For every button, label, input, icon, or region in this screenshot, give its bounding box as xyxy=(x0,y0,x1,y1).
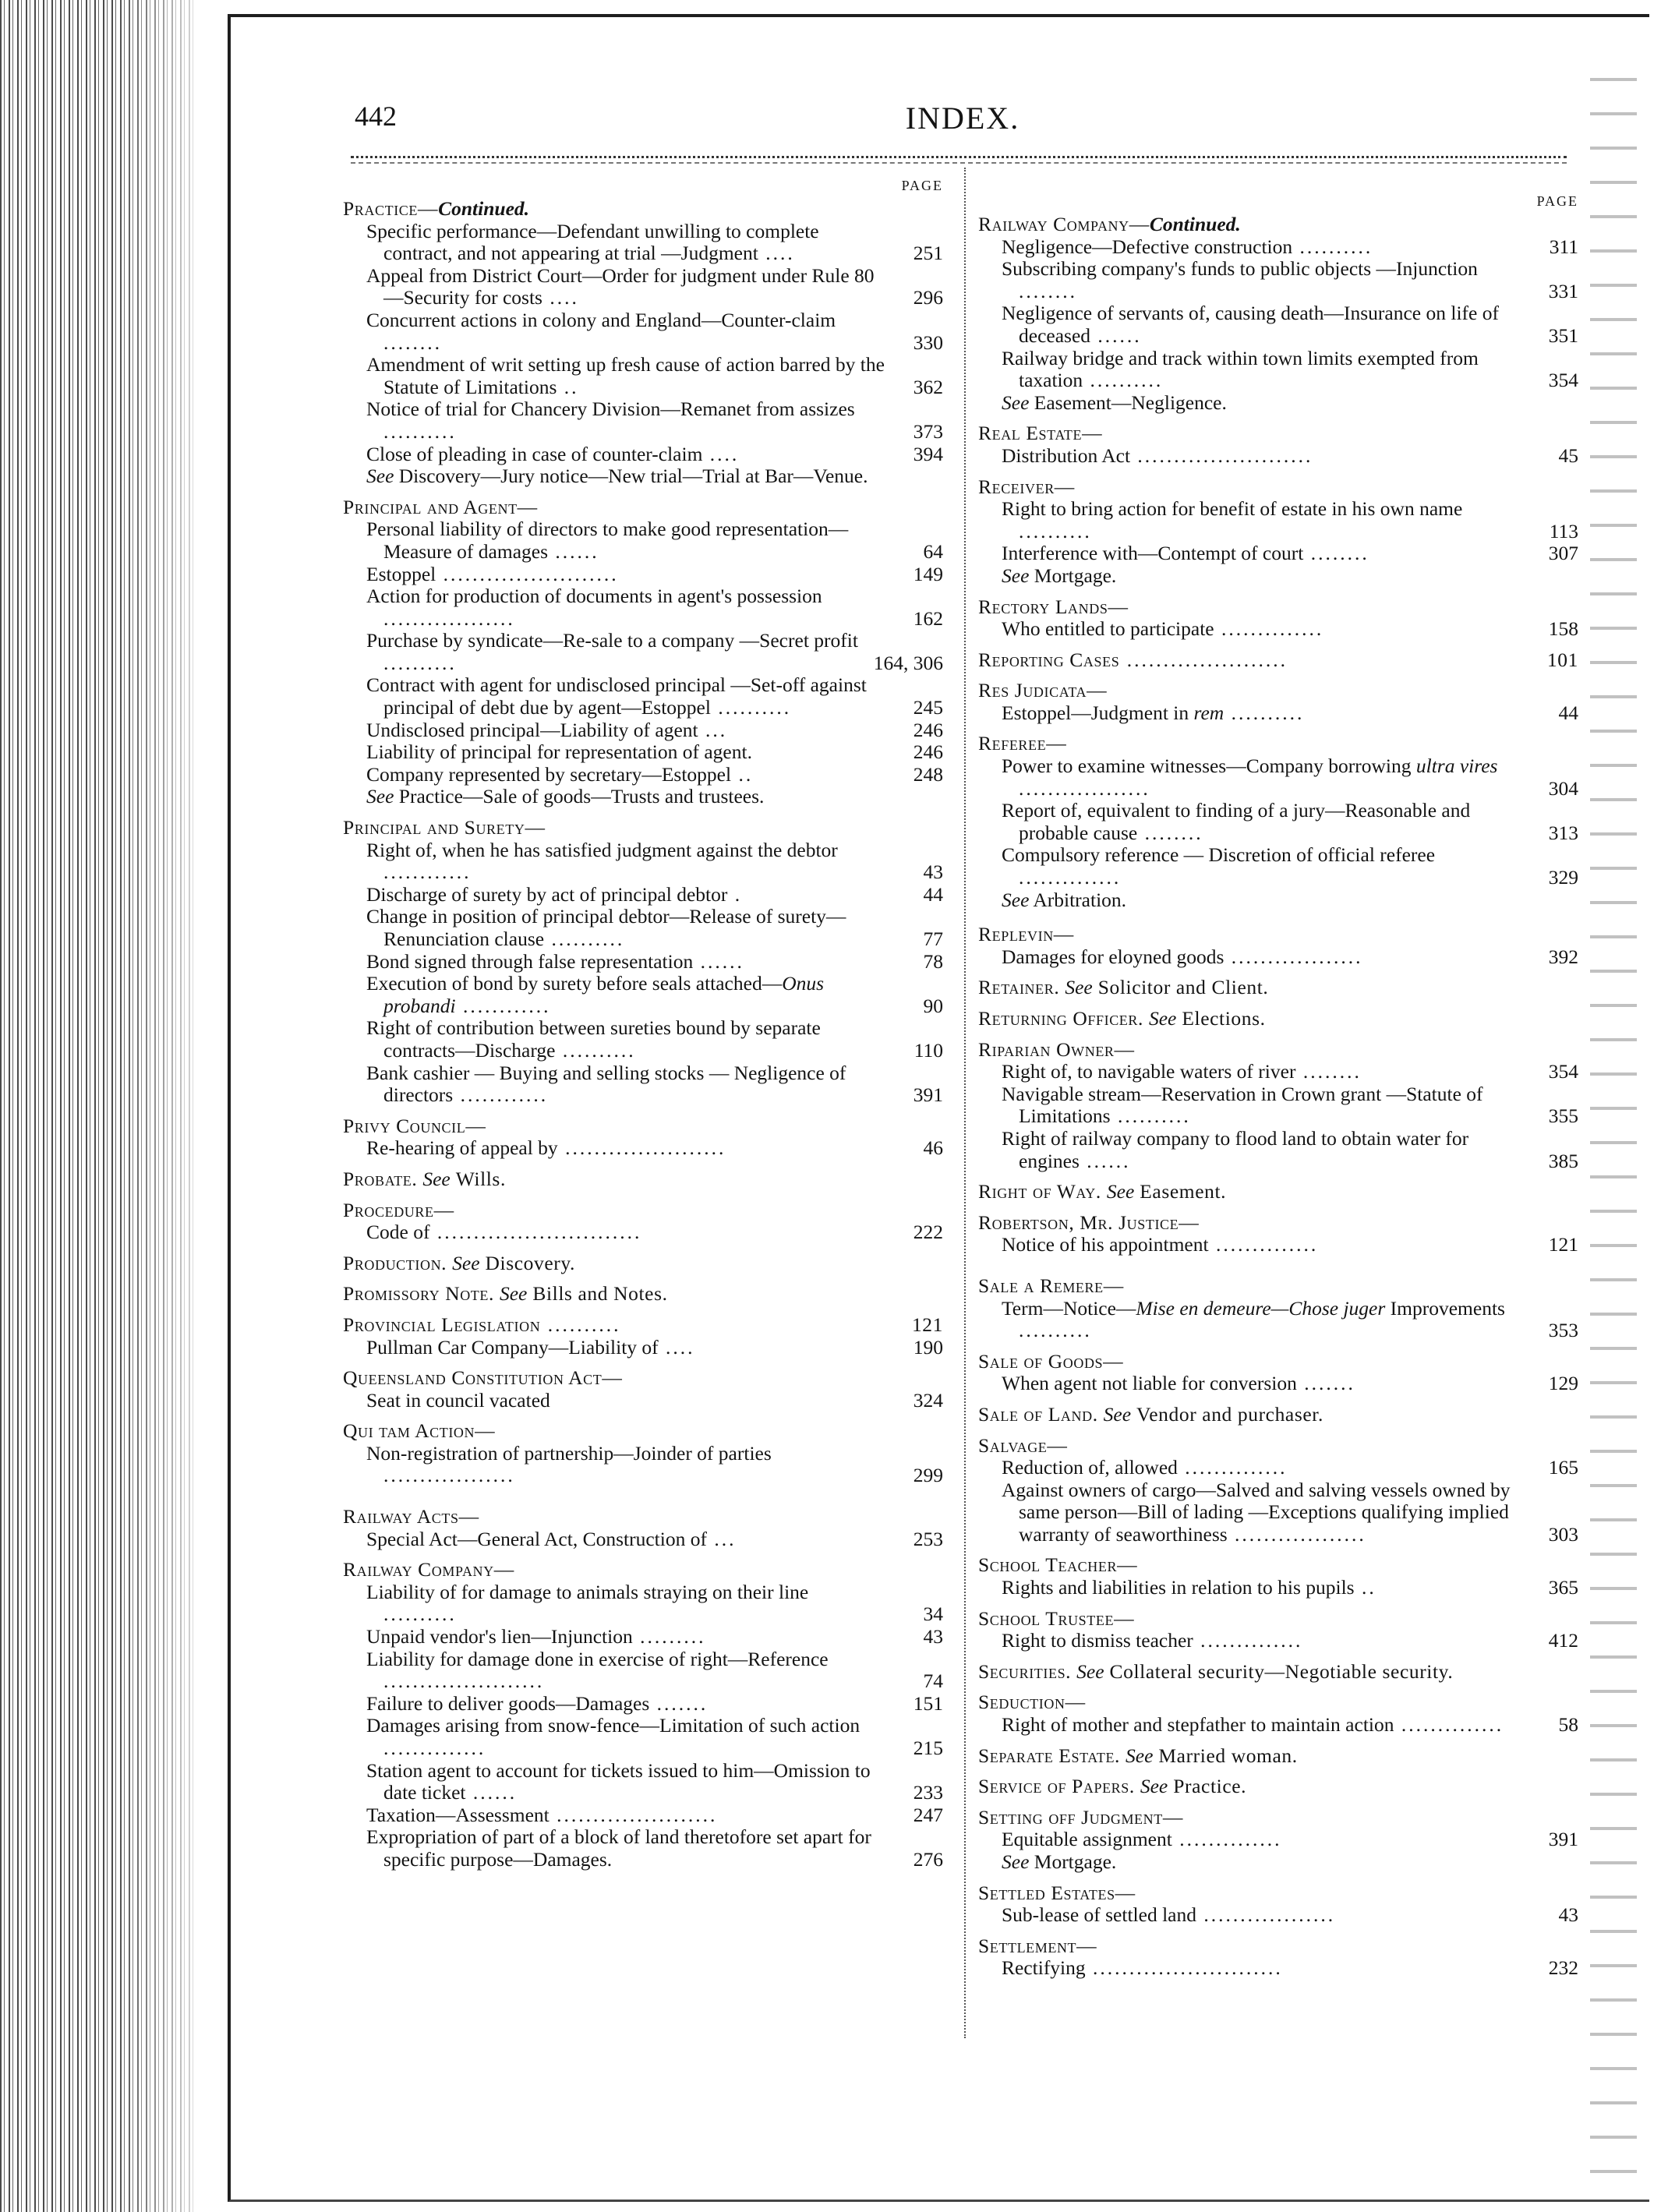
index-heading: Seduction— xyxy=(978,1691,1086,1714)
see-target: Bills and Notes. xyxy=(532,1282,668,1306)
see-reference xyxy=(978,392,1578,415)
index-entry: Special Act—General Act, Construction of ... 253 xyxy=(366,1527,943,1550)
entry-page: 113 xyxy=(1549,519,1578,542)
entry-page: 58 xyxy=(1558,1713,1578,1737)
index-heading: Principal and Surety— xyxy=(343,816,546,839)
entry-text: Code of xyxy=(366,1221,430,1244)
heading-text: Service of Papers. xyxy=(978,1775,1135,1798)
binding-shadow xyxy=(117,0,234,2212)
index-heading: Robertson, Mr. Justice— xyxy=(978,1210,1200,1234)
see-label: See xyxy=(366,465,394,488)
entry-page: 247 xyxy=(913,1803,943,1826)
entry-page: 190 xyxy=(913,1335,943,1359)
continued-label: Continued. xyxy=(438,197,530,220)
index-entry: Station agent to account for tickets issued to him—Omission to date ticket ...... 233 xyxy=(366,1758,943,1804)
see-label: See xyxy=(1002,390,1030,414)
see-target: Easement. xyxy=(1140,1180,1227,1203)
entry-text: Discovery—Jury notice—New trial—Trial at Bar—Venue. xyxy=(398,465,868,488)
see-label: See xyxy=(422,1167,451,1190)
entry-text: Railway bridge and track within town limits exempted from taxation xyxy=(1002,346,1479,392)
entry-page: 149 xyxy=(913,562,943,585)
entry-text: Subscribing company's funds to public objects —Injunction xyxy=(1002,257,1478,281)
see-label: See xyxy=(1148,1007,1177,1030)
entry-page: 165 xyxy=(1548,1456,1578,1479)
left-column xyxy=(343,178,943,1871)
entry-page: 90 xyxy=(923,994,943,1017)
index-entry: Bank cashier — Buying and selling stocks — Negligence of directors ............ 391 xyxy=(366,1061,943,1107)
index-heading: Referee— xyxy=(978,732,1067,755)
entry-page: 129 xyxy=(1548,1372,1578,1395)
index-heading: School Teacher— xyxy=(978,1553,1138,1577)
entry-page: 43 xyxy=(1558,1903,1578,1927)
index-entry: Notice of his appointment .............. 121 xyxy=(1002,1233,1578,1256)
heading-text: Production. xyxy=(343,1251,447,1274)
entry-page: 164, 306 xyxy=(873,651,943,674)
entry-text-italic: Mise en demeure—Chose juger xyxy=(1136,1296,1386,1320)
entry-text: Right to bring action for benefit of estate in his own name xyxy=(1002,497,1463,521)
index-heading xyxy=(978,977,1578,999)
entry-text: Execution of bond by surety before seals attached— xyxy=(366,972,783,995)
entry-text: Who entitled to participate xyxy=(1002,617,1214,641)
index-entry: Negligence of servants of, causing death—Insurance on life of deceased ...... 351 xyxy=(1002,302,1578,347)
entry-text: When agent not liable for conversion xyxy=(1002,1372,1297,1395)
index-entry: Navigable stream—Reservation in Crown grant —Statute of Limitations .......... 355 xyxy=(1002,1082,1578,1128)
entry-text: Appeal from District Court—Order for judgment under Rule 80—Security for costs xyxy=(366,263,875,309)
entry-page: 215 xyxy=(913,1737,943,1759)
entry-text: Seat in council vacated xyxy=(366,1388,550,1412)
index-entry: Re-hearing of appeal by ...................... 46 xyxy=(366,1136,943,1160)
index-entry: Liability for damage done in exercise of right—Reference ...................... 74 xyxy=(366,1647,943,1693)
page-column-label: PAGE xyxy=(1536,193,1578,209)
index-entry: Against owners of cargo—Salved and salving vessels owned by same person—Bill of lading —Exceptions qualifying implied warranty of seaworthiness .................. 303 xyxy=(1002,1478,1578,1546)
entry-text: Right of mother and stepfather to maintain action xyxy=(1002,1713,1394,1737)
entry-page: 222 xyxy=(913,1221,943,1244)
entry-text: Pullman Car Company—Liability of xyxy=(366,1335,659,1359)
entry-page: 307 xyxy=(1548,542,1578,565)
index-heading: Provincial Legislation .......... 121 xyxy=(343,1313,943,1336)
entry-text: Change in position of principal debtor—Release of surety—Renunciation clause xyxy=(366,905,846,950)
entry-text: Liability of principal for representation of agent. xyxy=(366,740,752,764)
index-entry: Estoppel—Judgment in rem .......... 44 xyxy=(1002,701,1578,724)
index-heading xyxy=(978,214,1578,236)
heading-text: Railway Company— xyxy=(978,213,1150,235)
entry-page: 330 xyxy=(913,330,943,354)
running-title: INDEX. xyxy=(905,101,1020,136)
entry-page: 110 xyxy=(914,1038,943,1062)
see-target: Discovery. xyxy=(485,1251,576,1274)
entry-page: 44 xyxy=(923,882,943,906)
entry-text: Improvements xyxy=(1390,1296,1505,1320)
index-heading: Queensland Constitution Act— xyxy=(343,1366,623,1390)
index-entry: Equitable assignment .............. 391 xyxy=(1002,1828,1578,1851)
index-heading: Settled Estates— xyxy=(978,1881,1136,1904)
index-entry: Right of contribution between sureties bound by separate contracts—Discharge .......... 110 xyxy=(366,1016,943,1062)
entry-page: 233 xyxy=(913,1781,943,1804)
index-entry: Reduction of, allowed .............. 165 xyxy=(1002,1456,1578,1479)
entry-text: Personal liability of directors to make good representation—Measure of damages xyxy=(366,518,849,563)
entry-page: 355 xyxy=(1548,1104,1578,1128)
index-heading: Real Estate— xyxy=(978,422,1103,445)
entry-page: 248 xyxy=(913,762,943,786)
index-heading: Reporting Cases ...................... 101 xyxy=(978,648,1578,671)
index-heading: Railway Acts— xyxy=(343,1505,479,1528)
entry-page: 246 xyxy=(913,718,943,741)
see-target: Solicitor and Client. xyxy=(1097,976,1269,999)
see-label: See xyxy=(1126,1744,1154,1767)
heading-text: Right of Way. xyxy=(978,1180,1101,1203)
entry-text: Navigable stream—Reservation in Crown grant —Statute of Limitations xyxy=(1002,1082,1483,1128)
entry-text-italic: ultra vires xyxy=(1415,754,1498,778)
header-rule xyxy=(351,156,1567,158)
entry-page: 45 xyxy=(1558,443,1578,467)
entry-text: Discharge of surety by act of principal debtor xyxy=(366,882,728,906)
heading-text: Retainer. xyxy=(978,976,1060,999)
entry-text: Action for production of documents in agent's possession xyxy=(366,585,822,608)
entry-text: Negligence of servants of, causing death—Insurance on life of deceased xyxy=(1002,302,1499,347)
entry-text: Company represented by secretary—Estoppel xyxy=(366,762,732,786)
index-entry: Amendment of writ setting up fresh cause of action barred by the Statute of Limitations .. 362 xyxy=(366,353,943,398)
see-label: See xyxy=(499,1282,528,1306)
see-label: See xyxy=(1065,976,1093,999)
entry-text: Mortgage. xyxy=(1034,564,1117,587)
entry-text: Amendment of writ setting up fresh cause of action barred by the Statute of Limitations xyxy=(366,353,885,398)
entry-text: Sub-lease of settled land xyxy=(1002,1903,1196,1927)
entry-page: 385 xyxy=(1548,1149,1578,1172)
index-heading xyxy=(978,1661,1578,1684)
entry-page: 77 xyxy=(923,928,943,950)
index-heading xyxy=(978,1008,1578,1030)
index-heading: Settlement— xyxy=(978,1934,1097,1957)
index-entry: Unpaid vendor's lien—Injunction ......... 43 xyxy=(366,1625,943,1648)
index-entry: Rights and liabilities in relation to his pupils .. 365 xyxy=(1002,1576,1578,1599)
see-label: See xyxy=(1140,1775,1168,1798)
see-target: Married woman. xyxy=(1158,1744,1298,1767)
index-heading: Privy Council— xyxy=(343,1114,486,1137)
entry-text: Right of railway company to flood land to obtain water for engines xyxy=(1002,1126,1469,1172)
index-heading: Rectory Lands— xyxy=(978,595,1129,618)
entry-page: 391 xyxy=(913,1083,943,1107)
see-reference xyxy=(978,565,1578,588)
see-reference xyxy=(978,889,1578,912)
index-heading xyxy=(978,1181,1578,1203)
index-entry: Taxation—Assessment ...................... 247 xyxy=(366,1803,943,1826)
entry-text: Right of, when he has satisfied judgment against the debtor xyxy=(366,838,838,861)
entry-text: Expropriation of part of a block of land theretofore set apart for specific purpose—Damages. xyxy=(366,1825,871,1871)
index-entry: Purchase by syndicate—Re-sale to a company —Secret profit .......... 164, 306 xyxy=(366,629,943,674)
index-entry: Right of, when he has satisfied judgment against the debtor ............ 43 xyxy=(366,838,943,884)
index-entry: Appeal from District Court—Order for judgment under Rule 80—Security for costs .... 296 xyxy=(366,263,943,309)
index-entry: Distribution Act ........................ 45 xyxy=(1002,443,1578,467)
page-number: 442 xyxy=(355,101,397,132)
index-heading: Procedure— xyxy=(343,1198,454,1221)
index-entry: Failure to deliver goods—Damages ....... 151 xyxy=(366,1691,943,1715)
entry-page: 373 xyxy=(913,419,943,443)
see-reference xyxy=(343,786,943,808)
index-entry: Damages for eloyned goods .................. 392 xyxy=(1002,945,1578,968)
entry-text: Specific performance—Defendant unwilling to complete contract, and not appearing at trial —Judgment xyxy=(366,219,819,265)
index-heading: Riparian Owner— xyxy=(978,1037,1135,1061)
entry-text: Report of, equivalent to finding of a jury—Reasonable and probable cause xyxy=(1002,799,1471,844)
heading-text: Provincial Legislation xyxy=(343,1313,541,1336)
index-entry: Execution of bond by surety before seals attached—Onus probandi ............ 90 xyxy=(366,972,943,1017)
entry-text: Easement—Negligence. xyxy=(1034,390,1227,414)
index-heading: School Trustee— xyxy=(978,1606,1135,1630)
index-heading: Railway Company— xyxy=(343,1558,514,1581)
index-heading: Receiver— xyxy=(978,475,1075,498)
index-heading: Res Judicata— xyxy=(978,679,1108,702)
heading-text: Reporting Cases xyxy=(978,648,1120,671)
page-right-edge xyxy=(1590,47,1637,2182)
entry-page: 232 xyxy=(1548,1956,1578,1980)
index-entry: Right to bring action for benefit of estate in his own name .......... 113 xyxy=(1002,497,1578,542)
entry-text: Re-hearing of appeal by xyxy=(366,1136,558,1160)
index-entry: Subscribing company's funds to public objects —Injunction ........ 331 xyxy=(1002,257,1578,302)
entry-text: Term—Notice— xyxy=(1002,1296,1136,1320)
index-heading xyxy=(978,1745,1578,1768)
see-label: See xyxy=(1002,888,1030,911)
entry-page: 121 xyxy=(911,1313,943,1336)
index-entry: Compulsory reference — Discretion of official referee .............. 329 xyxy=(1002,843,1578,889)
entry-page: 296 xyxy=(913,286,943,309)
entry-text: Arbitration. xyxy=(1033,888,1127,911)
entry-page: 101 xyxy=(1546,648,1578,671)
index-entry: Estoppel ........................ 149 xyxy=(366,562,943,585)
entry-page: 324 xyxy=(913,1388,943,1412)
index-entry xyxy=(343,741,943,764)
entry-page: 412 xyxy=(1548,1629,1578,1652)
see-label: See xyxy=(452,1251,480,1274)
entry-text-italic: rem xyxy=(1193,701,1224,724)
index-entry: Bond signed through false representation ...... 78 xyxy=(366,949,943,973)
entry-text: Notice of trial for Chancery Division—Remanet from assizes xyxy=(366,398,855,421)
index-entry: Notice of trial for Chancery Division—Remanet from assizes .......... 373 xyxy=(366,398,943,443)
entry-text: Negligence—Defective construction xyxy=(1002,235,1293,258)
entry-text: Concurrent actions in colony and England—Counter-claim xyxy=(366,308,836,331)
heading-text: Sale of Land. xyxy=(978,1402,1098,1426)
right-column xyxy=(978,193,1578,1980)
entry-text: Estoppel xyxy=(366,562,436,585)
index-entry: Term—Notice—Mise en demeure—Chose juger Improvements .......... 353 xyxy=(1002,1296,1578,1342)
see-label: See xyxy=(1103,1402,1132,1426)
index-entry: Right of mother and stepfather to maintain action .............. 58 xyxy=(1002,1713,1578,1737)
entry-page: 362 xyxy=(913,375,943,398)
see-label: See xyxy=(366,785,394,808)
see-target: Practice. xyxy=(1173,1775,1247,1798)
entry-text: Liability for damage done in exercise of right—Reference xyxy=(366,1647,829,1670)
entry-page: 329 xyxy=(1548,866,1578,889)
see-target: Collateral security—Negotiable security. xyxy=(1109,1659,1454,1683)
entry-page: 246 xyxy=(913,740,943,764)
index-heading: Sale a Remere— xyxy=(978,1274,1124,1297)
see-target: Elections. xyxy=(1182,1007,1266,1030)
heading-text: Promissory Note. xyxy=(343,1282,494,1306)
index-entry: Who entitled to participate .............. 158 xyxy=(1002,617,1578,641)
entry-text: Power to examine witnesses—Company borrowing xyxy=(1002,754,1412,778)
entry-text: Distribution Act xyxy=(1002,443,1131,467)
index-entry: Change in position of principal debtor—Release of surety—Renunciation clause .......... 77 xyxy=(366,905,943,950)
column-divider xyxy=(964,168,966,2038)
index-entry: Contract with agent for undisclosed principal —Set-off against principal of debt due by agent—Estoppel .......... 245 xyxy=(366,673,943,719)
heading-text: Practice— xyxy=(343,197,439,220)
entry-text: Failure to deliver goods—Damages xyxy=(366,1691,650,1715)
index-entry: Damages arising from snow-fence—Limitation of such action .............. 215 xyxy=(366,1714,943,1759)
entry-text: Damages arising from snow-fence—Limitation of such action xyxy=(366,1714,861,1737)
entry-page: 392 xyxy=(1548,945,1578,968)
continued-label: Continued. xyxy=(1149,213,1241,235)
entry-text: Close of pleading in case of counter-claim xyxy=(366,442,703,465)
entry-page: 245 xyxy=(913,696,943,719)
index-entry: Sub-lease of settled land .................. 43 xyxy=(1002,1903,1578,1927)
header-rule-secondary xyxy=(351,162,1567,164)
entry-page: 394 xyxy=(913,442,943,465)
entry-text: Bond signed through false representation xyxy=(366,949,694,973)
entry-text: Rectifying xyxy=(1002,1956,1086,1980)
index-entry: Right to dismiss teacher .............. 412 xyxy=(1002,1629,1578,1652)
see-reference xyxy=(978,1851,1578,1874)
entry-text: Interference with—Contempt of court xyxy=(1002,542,1304,565)
see-label: See xyxy=(1002,1850,1030,1873)
entry-text: Unpaid vendor's lien—Injunction xyxy=(366,1625,633,1648)
entry-text: Bank cashier — Buying and selling stocks — Negligence of directors xyxy=(366,1061,846,1107)
page-column-label: PAGE xyxy=(901,178,943,193)
index-entry: Interference with—Contempt of court ........ 307 xyxy=(1002,542,1578,565)
index-heading: Setting off Judgment— xyxy=(978,1805,1183,1829)
entry-text: Against owners of cargo—Salved and salving vessels owned by same person—Bill of lading —Exceptions qualifying implied warranty of seaworthiness xyxy=(1002,1478,1511,1546)
entry-page: 354 xyxy=(1548,1060,1578,1083)
entry-page: 304 xyxy=(1548,776,1578,800)
index-heading xyxy=(343,198,943,221)
entry-text: Station agent to account for tickets issued to him—Omission to date ticket xyxy=(366,1758,871,1804)
index-heading xyxy=(343,1253,943,1275)
entry-text: Special Act—General Act, Construction of xyxy=(366,1527,707,1550)
entry-page: 74 xyxy=(923,1670,943,1693)
index-entry: Company represented by secretary—Estoppel .. 248 xyxy=(366,762,943,786)
entry-text: Damages for eloyned goods xyxy=(1002,945,1224,968)
entry-text: Equitable assignment xyxy=(1002,1828,1172,1851)
index-entry: Power to examine witnesses—Company borrowing ultra vires .................. 304 xyxy=(1002,754,1578,800)
entry-page: 313 xyxy=(1548,821,1578,844)
entry-page: 46 xyxy=(923,1136,943,1160)
index-heading xyxy=(978,1776,1578,1798)
see-reference xyxy=(343,465,943,488)
entry-page: 365 xyxy=(1548,1576,1578,1599)
entry-text: Compulsory reference — Discretion of official referee xyxy=(1002,843,1436,867)
entry-page: 354 xyxy=(1548,369,1578,392)
entry-text: Contract with agent for undisclosed principal —Set-off against principal of debt due by agent—Estoppel xyxy=(366,673,867,719)
entry-page: 43 xyxy=(923,860,943,884)
index-entry: Code of ............................ 222 xyxy=(366,1221,943,1244)
index-entry: Pullman Car Company—Liability of .... 190 xyxy=(366,1335,943,1359)
see-target: Wills. xyxy=(455,1167,506,1190)
entry-text: Mortgage. xyxy=(1034,1850,1117,1873)
entry-text: Non-registration of partnership—Joinder of parties xyxy=(366,1441,772,1465)
entry-text: Right of contribution between sureties bound by separate contracts—Discharge xyxy=(366,1016,821,1062)
entry-page: 253 xyxy=(913,1527,943,1550)
entry-text-italic: Onus probandi xyxy=(383,972,825,1017)
entry-text: Liability of for damage to animals straying on their line xyxy=(366,1580,809,1603)
see-label: See xyxy=(1106,1180,1135,1203)
entry-page: 44 xyxy=(1558,701,1578,724)
entry-page: 121 xyxy=(1548,1233,1578,1256)
heading-text: Separate Estate. xyxy=(978,1744,1121,1767)
index-entry: Liability of for damage to animals straying on their line .......... 34 xyxy=(366,1580,943,1626)
index-entry: Right of railway company to flood land to obtain water for engines ...... 385 xyxy=(1002,1126,1578,1172)
index-heading xyxy=(343,1168,943,1191)
entry-page: 64 xyxy=(923,539,943,563)
index-heading xyxy=(978,1404,1578,1426)
entry-text: Right of, to navigable waters of river xyxy=(1002,1060,1296,1083)
index-entry: Action for production of documents in agent's possession .................. 162 xyxy=(366,585,943,630)
index-entry: Right of, to navigable waters of river ........ 354 xyxy=(1002,1060,1578,1083)
entry-page: 276 xyxy=(913,1847,943,1871)
index-heading: Salvage— xyxy=(978,1433,1068,1457)
index-entry: Undisclosed principal—Liability of agent ... 246 xyxy=(366,718,943,741)
index-heading: Principal and Agent— xyxy=(343,495,538,518)
entry-page: 303 xyxy=(1548,1522,1578,1546)
index-heading xyxy=(343,1283,943,1306)
index-entry: When agent not liable for conversion ....... 129 xyxy=(1002,1372,1578,1395)
entry-text: Undisclosed principal—Liability of agent xyxy=(366,718,698,741)
index-heading: Replevin— xyxy=(978,923,1074,946)
index-entry: Personal liability of directors to make good representation—Measure of damages ...... 64 xyxy=(366,518,943,563)
see-target: Vendor and purchaser. xyxy=(1136,1402,1323,1426)
page-header xyxy=(355,100,1571,147)
entry-page: 251 xyxy=(913,242,943,265)
index-entry: Close of pleading in case of counter-claim .... 394 xyxy=(366,442,943,465)
entry-page: 311 xyxy=(1549,235,1578,258)
index-heading: Qui tam Action— xyxy=(343,1419,496,1443)
entry-page: 43 xyxy=(923,1625,943,1648)
entry-page: 299 xyxy=(913,1464,943,1487)
entry-page: 391 xyxy=(1548,1828,1578,1851)
index-entry: Concurrent actions in colony and England—Counter-claim ........ 330 xyxy=(366,308,943,354)
heading-text: Securities. xyxy=(978,1659,1072,1683)
heading-text: Probate. xyxy=(343,1167,418,1190)
entry-page: 151 xyxy=(913,1691,943,1715)
entry-text: Practice—Sale of goods—Trusts and trustees. xyxy=(398,785,765,808)
index-entry xyxy=(343,1390,943,1412)
index-entry: Negligence—Defective construction .......... 311 xyxy=(1002,235,1578,258)
entry-text: Reduction of, allowed xyxy=(1002,1456,1178,1479)
entry-page: 351 xyxy=(1548,323,1578,347)
heading-text: Returning Officer. xyxy=(978,1007,1143,1030)
entry-text: Right to dismiss teacher xyxy=(1002,1629,1193,1652)
index-entry: Non-registration of partnership—Joinder of parties .................. 299 xyxy=(366,1441,943,1487)
entry-page: 162 xyxy=(913,606,943,630)
entry-page: 353 xyxy=(1548,1319,1578,1342)
entry-text: Estoppel—Judgment in xyxy=(1002,701,1189,724)
entry-page: 78 xyxy=(923,949,943,973)
see-label: See xyxy=(1002,564,1030,587)
index-entry: Railway bridge and track within town limits exempted from taxation .......... 354 xyxy=(1002,346,1578,392)
entry-page: 331 xyxy=(1548,279,1578,302)
index-entry: Rectifying .......................... 232 xyxy=(1002,1956,1578,1980)
entry-text: Notice of his appointment xyxy=(1002,1233,1209,1256)
index-entry: Report of, equivalent to finding of a jury—Reasonable and probable cause ........ 313 xyxy=(1002,799,1578,844)
entry-page: 158 xyxy=(1548,617,1578,641)
index-entry: Discharge of surety by act of principal debtor . 44 xyxy=(366,882,943,906)
entry-text: Rights and liabilities in relation to his pupils xyxy=(1002,1576,1355,1599)
index-heading: Sale of Goods— xyxy=(978,1349,1124,1373)
index-entry: Specific performance—Defendant unwilling to complete contract, and not appearing at trial —Judgment .... 251 xyxy=(366,219,943,265)
entry-text: Purchase by syndicate—Re-sale to a company —Secret profit xyxy=(366,629,858,652)
entry-page: 34 xyxy=(923,1602,943,1626)
entry-text: Taxation—Assessment xyxy=(366,1803,550,1826)
index-entry xyxy=(343,1826,943,1871)
see-label: See xyxy=(1076,1659,1104,1683)
